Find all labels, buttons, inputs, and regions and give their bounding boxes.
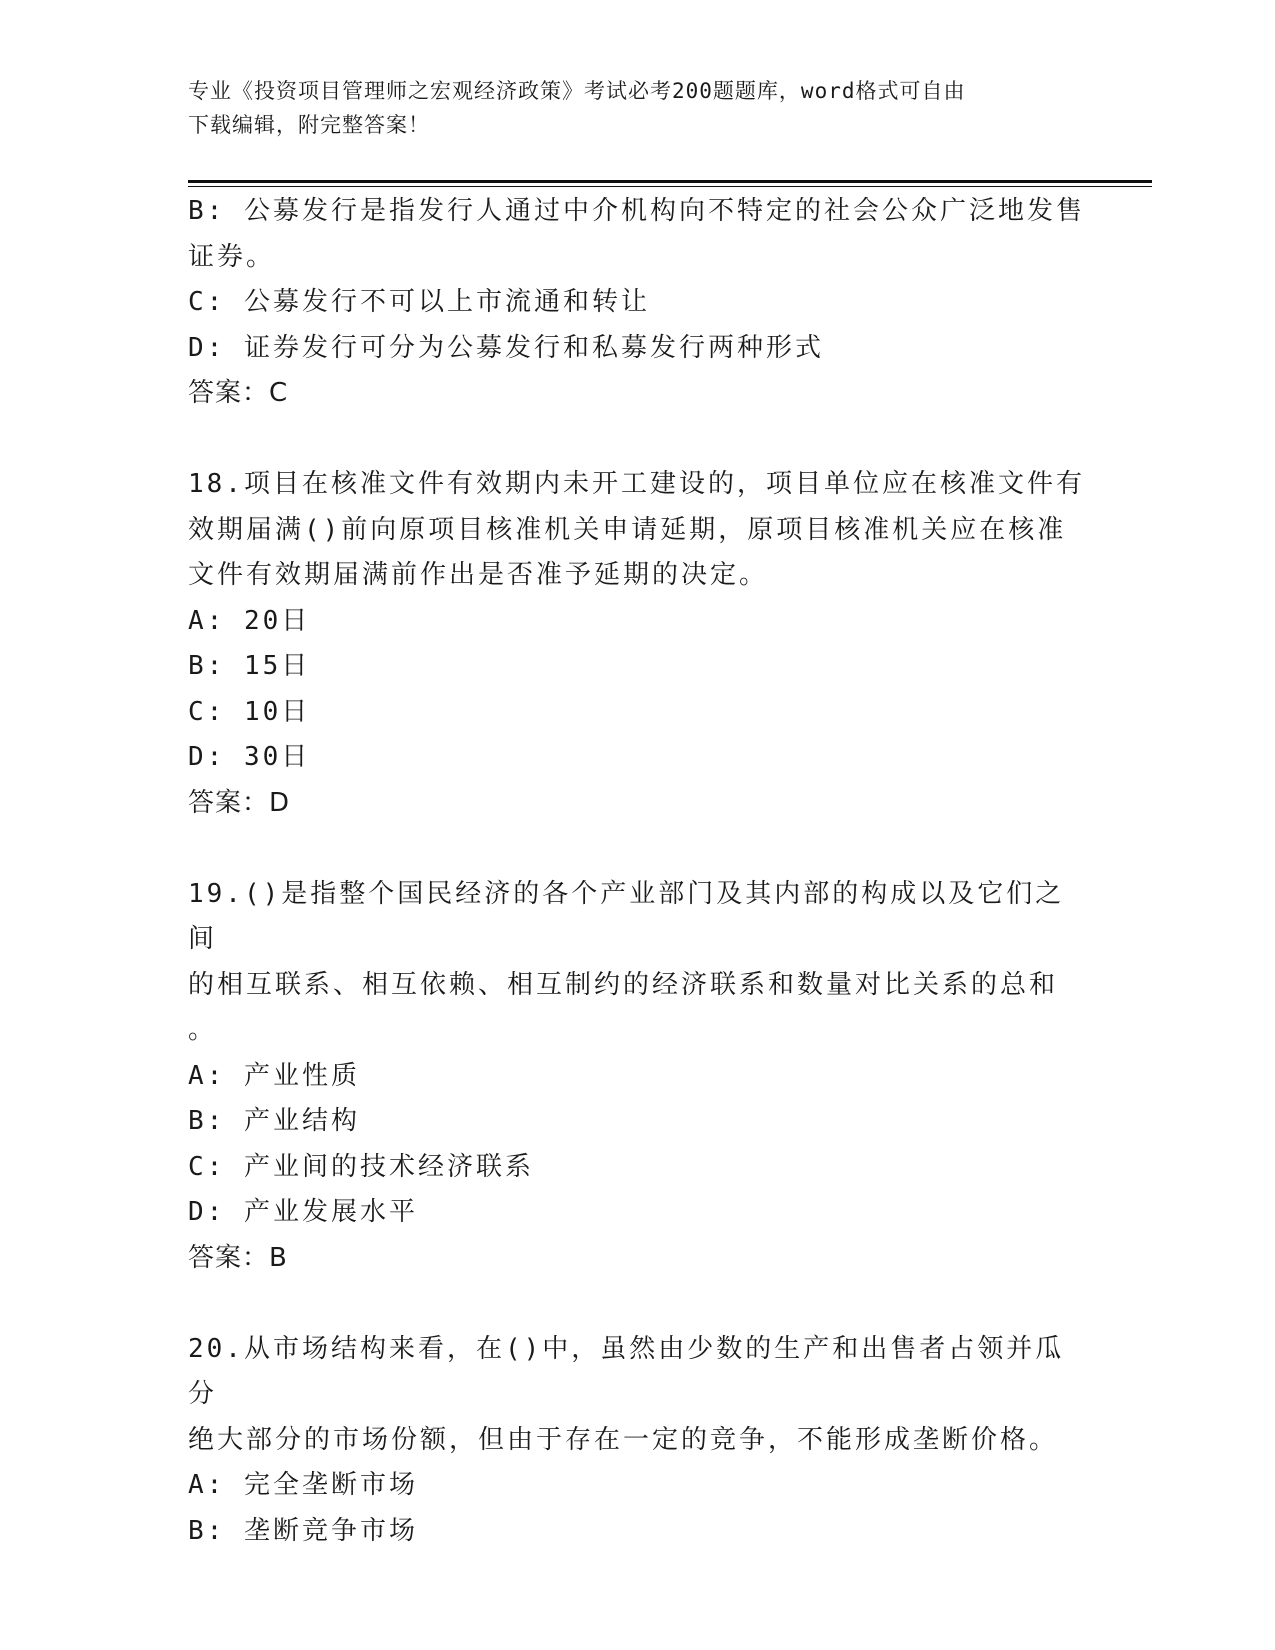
- question-stem-line-2: 效期届满()前向原项目核准机关申请延期，原项目核准机关应在核准: [188, 514, 1067, 545]
- question-stem-line-1: 18.项目在核准文件有效期内未开工建设的，项目单位应在核准文件有: [188, 469, 1085, 499]
- document-header: [188, 74, 1088, 142]
- option-a: A: 20日: [188, 605, 311, 636]
- option-b-line-1: B: 公募发行是指发行人通过中介机构向不特定的社会公众广泛地发售: [188, 196, 1085, 226]
- question-stem-line-1: 19.()是指整个国民经济的各个产业部门及其内部的构成以及它们之间: [188, 878, 1065, 954]
- option-b-line-2: 证券。: [188, 241, 276, 272]
- question-19: [188, 872, 1088, 1282]
- spacer: [188, 826, 1088, 872]
- question-stem-line-1: 20.从市场结构来看，在()中，虽然由少数的生产和出售者占领并瓜分: [188, 1333, 1065, 1409]
- option-a: A: 产业性质: [188, 1060, 360, 1091]
- option-d: D: 证券发行可分为公募发行和私募发行两种形式: [188, 332, 824, 363]
- answer: 答案：B: [188, 1242, 288, 1273]
- option-b: B: 产业结构: [188, 1106, 360, 1136]
- header-line-2: 下载编辑，附完整答案！: [188, 113, 430, 137]
- answer: 答案：C: [188, 378, 289, 408]
- spacer: [188, 1281, 1088, 1327]
- option-a: A: 完全垄断市场: [188, 1470, 418, 1500]
- option-d: D: 产业发展水平: [188, 1197, 418, 1227]
- option-c: C: 10日: [188, 696, 311, 727]
- question-20: [188, 1327, 1088, 1555]
- option-d: D: 30日: [188, 742, 311, 772]
- answer: 答案：D: [188, 787, 291, 818]
- option-c: C: 产业间的技术经济联系: [188, 1151, 534, 1182]
- question-stem-line-2: 绝大部分的市场份额，但由于存在一定的竞争，不能形成垄断价格。: [188, 1424, 1059, 1455]
- question-17: [188, 189, 1088, 417]
- option-b: B: 15日: [188, 651, 311, 681]
- spacer: [188, 417, 1088, 463]
- question-18: [188, 462, 1088, 826]
- header-divider-thin: [188, 186, 1152, 187]
- option-b: B: 垄断竞争市场: [188, 1515, 418, 1546]
- question-stem-line-2: 的相互联系、相互依赖、相互制约的经济联系和数量对比关系的总和: [188, 969, 1059, 1000]
- question-list: [188, 189, 1088, 1554]
- option-c: C: 公募发行不可以上市流通和转让: [188, 287, 650, 317]
- header-line-1: 专业《投资项目管理师之宏观经济政策》考试必考200题题库，word格式可自由: [188, 79, 966, 103]
- question-stem-line-3: 。: [188, 1015, 218, 1045]
- header-divider-thick: [188, 180, 1152, 183]
- question-stem-line-3: 文件有效期届满前作出是否准予延期的决定。: [188, 560, 769, 590]
